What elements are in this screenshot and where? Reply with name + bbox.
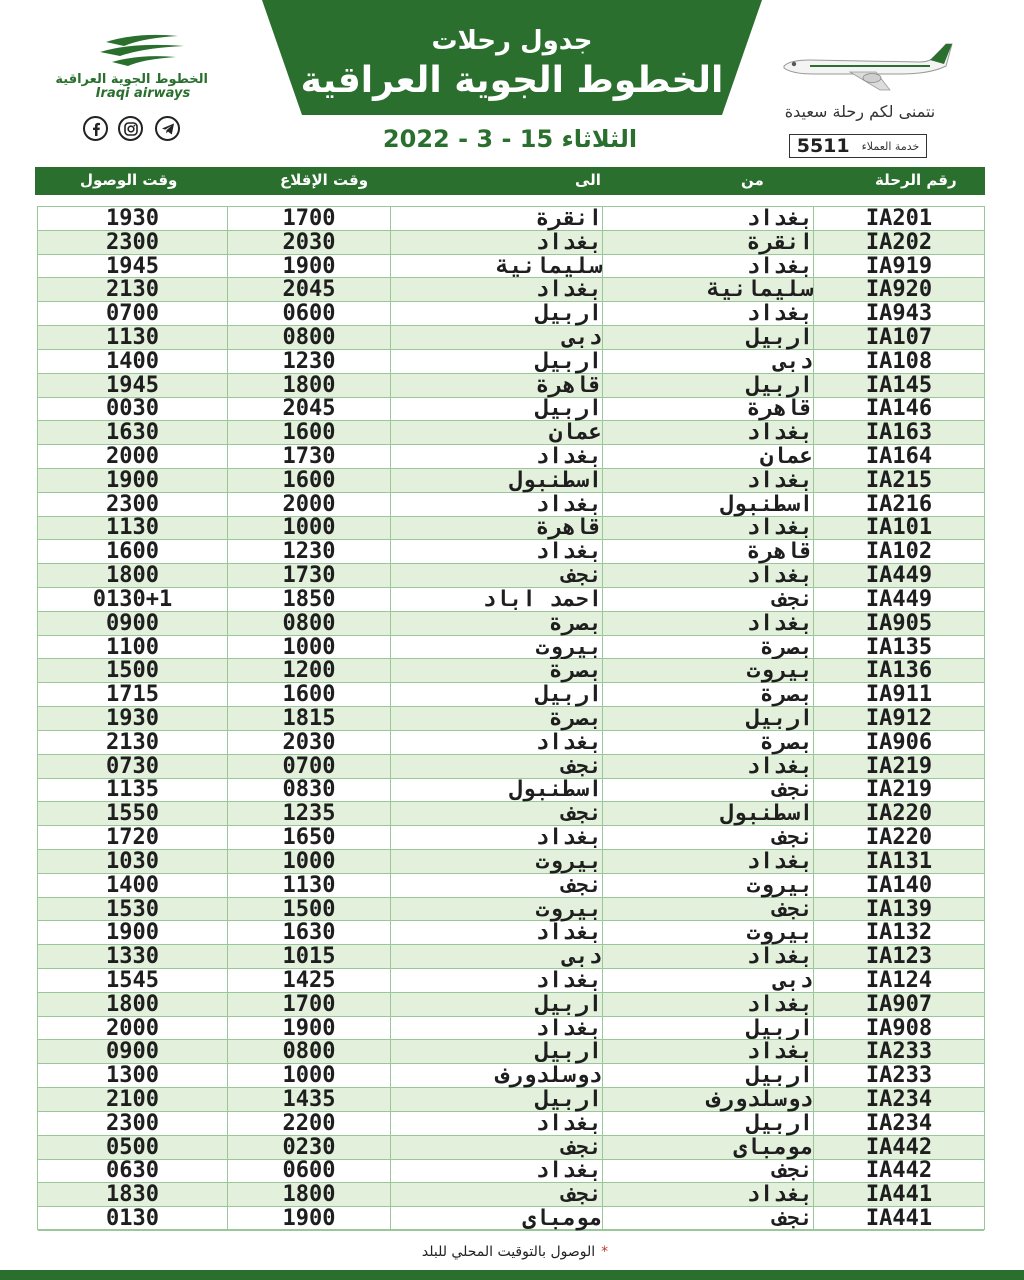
flight-number: IA912 [814, 707, 984, 731]
origin: نجف [603, 826, 814, 850]
destination: بغداد [391, 278, 603, 302]
flight-number: IA164 [814, 445, 984, 469]
departure-time: 0600 [228, 302, 391, 326]
flight-number: IA215 [814, 469, 984, 493]
flight-number: IA140 [814, 874, 984, 898]
destination: بصرة [391, 659, 603, 683]
flight-number: IA201 [814, 207, 984, 231]
destination: دوسلدورف [391, 1064, 603, 1088]
flight-number: IA920 [814, 278, 984, 302]
destination: بغداد [391, 540, 603, 564]
flight-number: IA131 [814, 850, 984, 874]
destination: اربيل [391, 1040, 603, 1064]
table-row [38, 231, 984, 255]
destination: دبى [391, 945, 603, 969]
flight-number: IA123 [814, 945, 984, 969]
flight-number: IA442 [814, 1160, 984, 1184]
flight-number: IA124 [814, 969, 984, 993]
origin: بغداد [603, 564, 814, 588]
arrival-time: 1550 [38, 802, 228, 826]
destination: بغداد [391, 1160, 603, 1184]
departure-time: 1700 [228, 993, 391, 1017]
arrival-time: 1300 [38, 1064, 228, 1088]
table-row [38, 255, 984, 279]
arrival-time: 1945 [38, 255, 228, 279]
flight-number: IA219 [814, 779, 984, 803]
table-row [38, 731, 984, 755]
arrival-time: 2130 [38, 278, 228, 302]
flight-number: IA108 [814, 350, 984, 374]
origin: بيروت [603, 921, 814, 945]
table-row [38, 874, 984, 898]
telegram-icon[interactable] [155, 116, 180, 141]
departure-time: 1130 [228, 874, 391, 898]
table-row [38, 707, 984, 731]
arrival-time: 1600 [38, 540, 228, 564]
destination: نجف [391, 802, 603, 826]
destination: اربيل [391, 302, 603, 326]
destination: بيروت [391, 636, 603, 660]
arrival-time: 1945 [38, 374, 228, 398]
customer-service-box [789, 134, 927, 158]
origin: بيروت [603, 659, 814, 683]
origin: بغداد [603, 945, 814, 969]
arrival-time: 1630 [38, 421, 228, 445]
origin: بغداد [603, 517, 814, 541]
arrival-time: 1100 [38, 636, 228, 660]
destination: نجف [391, 874, 603, 898]
arrival-time: 0500 [38, 1136, 228, 1160]
table-row [38, 1207, 984, 1231]
origin: اسطنبول [603, 802, 814, 826]
departure-time: 1600 [228, 421, 391, 445]
table-row [38, 1112, 984, 1136]
origin: دبى [603, 350, 814, 374]
destination: نجف [391, 564, 603, 588]
origin: بغداد [603, 1040, 814, 1064]
bottom-bar [0, 1270, 1024, 1280]
flight-number: IA139 [814, 898, 984, 922]
origin: اسطنبول [603, 493, 814, 517]
departure-time: 2030 [228, 231, 391, 255]
table-row [38, 1017, 984, 1041]
header-from: من [741, 171, 764, 189]
destination: بغداد [391, 969, 603, 993]
departure-time: 1200 [228, 659, 391, 683]
destination: قاهرة [391, 374, 603, 398]
origin: بغداد [603, 255, 814, 279]
arrival-time: 1930 [38, 707, 228, 731]
destination: اربيل [391, 993, 603, 1017]
table-row [38, 326, 984, 350]
destination: بغداد [391, 921, 603, 945]
flight-number: IA441 [814, 1183, 984, 1207]
table-row [38, 1183, 984, 1207]
destination: بغداد [391, 1017, 603, 1041]
destination: بصرة [391, 707, 603, 731]
bird-logo-icon [98, 30, 188, 72]
destination: نجف [391, 1136, 603, 1160]
arrival-time: 2300 [38, 231, 228, 255]
destination: بغداد [391, 445, 603, 469]
table-row [38, 850, 984, 874]
airplane-icon [780, 42, 960, 98]
origin: نجف [603, 898, 814, 922]
arrival-time: 2130 [38, 731, 228, 755]
arrival-time: 1545 [38, 969, 228, 993]
origin: بغداد [603, 755, 814, 779]
table-row [38, 826, 984, 850]
arrival-time: 2300 [38, 1112, 228, 1136]
departure-time: 1000 [228, 850, 391, 874]
destination: انقرة [391, 207, 603, 231]
origin: نجف [603, 588, 814, 612]
header-flight: رقم الرحلة [875, 171, 957, 189]
departure-time: 1000 [228, 1064, 391, 1088]
flight-table [37, 206, 985, 1230]
destination: بغداد [391, 493, 603, 517]
origin: اربيل [603, 326, 814, 350]
departure-time: 1900 [228, 255, 391, 279]
arrival-time: 1030 [38, 850, 228, 874]
table-row [38, 207, 984, 231]
destination: احمد اباد [391, 588, 603, 612]
flight-number: IA219 [814, 755, 984, 779]
flight-number: IA449 [814, 588, 984, 612]
departure-time: 1230 [228, 540, 391, 564]
flight-number: IA220 [814, 802, 984, 826]
flight-number: IA943 [814, 302, 984, 326]
arrival-time: 2000 [38, 1017, 228, 1041]
origin: بغداد [603, 993, 814, 1017]
departure-time: 1425 [228, 969, 391, 993]
origin: بغداد [603, 302, 814, 326]
departure-time: 1435 [228, 1088, 391, 1112]
origin: بيروت [603, 874, 814, 898]
destination: نجف [391, 755, 603, 779]
header-departure: وقت الإقلاع [280, 171, 369, 189]
table-row [38, 493, 984, 517]
origin: نجف [603, 1207, 814, 1231]
departure-time: 1600 [228, 469, 391, 493]
destination: بيروت [391, 850, 603, 874]
flight-number: IA919 [814, 255, 984, 279]
instagram-icon[interactable] [118, 116, 143, 141]
departure-time: 1850 [228, 588, 391, 612]
table-row [38, 421, 984, 445]
flight-number: IA234 [814, 1112, 984, 1136]
departure-time: 1650 [228, 826, 391, 850]
departure-time: 0800 [228, 612, 391, 636]
destination: اربيل [391, 1088, 603, 1112]
table-row [38, 588, 984, 612]
table-row [38, 1064, 984, 1088]
origin: عمان [603, 445, 814, 469]
destination: سليمانية [391, 255, 603, 279]
arrival-time: 1900 [38, 921, 228, 945]
table-row [38, 969, 984, 993]
flight-number: IA906 [814, 731, 984, 755]
customer-service-label: خدمة العملاء [861, 139, 920, 153]
origin: بغداد [603, 207, 814, 231]
arrival-time: 1400 [38, 350, 228, 374]
origin: مومباى [603, 1136, 814, 1160]
departure-time: 1900 [228, 1017, 391, 1041]
origin: قاهرة [603, 540, 814, 564]
departure-time: 0230 [228, 1136, 391, 1160]
departure-time: 0830 [228, 779, 391, 803]
arrival-time: 1330 [38, 945, 228, 969]
flight-number: IA908 [814, 1017, 984, 1041]
arrival-time: 1130 [38, 517, 228, 541]
departure-time: 1900 [228, 1207, 391, 1231]
arrival-time: 0130 [38, 1207, 228, 1231]
banner-subtitle: جدول رحلات [431, 26, 593, 56]
arrival-time: 1720 [38, 826, 228, 850]
iraqi-airways-logo [55, 30, 208, 101]
flight-number: IA441 [814, 1207, 984, 1231]
asterisk-icon: * [601, 1244, 609, 1260]
table-row [38, 564, 984, 588]
arrival-time: 0030 [38, 398, 228, 422]
departure-time: 1500 [228, 898, 391, 922]
flight-number: IA905 [814, 612, 984, 636]
departure-time: 1015 [228, 945, 391, 969]
arrival-time: 0700 [38, 302, 228, 326]
arrival-time: 0130+1 [38, 588, 228, 612]
table-row [38, 683, 984, 707]
table-row [38, 612, 984, 636]
flight-number: IA132 [814, 921, 984, 945]
destination: عمان [391, 421, 603, 445]
departure-time: 2000 [228, 493, 391, 517]
flight-number: IA234 [814, 1088, 984, 1112]
header-arrival: وقت الوصول [80, 171, 178, 189]
footnote-text: الوصول بالتوقيت المحلي للبلد [421, 1244, 596, 1260]
table-row [38, 469, 984, 493]
destination: قاهرة [391, 517, 603, 541]
departure-time: 2045 [228, 398, 391, 422]
departure-time: 0800 [228, 326, 391, 350]
arrival-time: 2100 [38, 1088, 228, 1112]
departure-time: 1230 [228, 350, 391, 374]
origin: نجف [603, 1160, 814, 1184]
tagline: نتمنى لكم رحلة سعيدة [784, 102, 936, 121]
destination: بغداد [391, 826, 603, 850]
facebook-icon[interactable] [83, 116, 108, 141]
origin: بغداد [603, 1183, 814, 1207]
arrival-time: 1500 [38, 659, 228, 683]
departure-time: 1730 [228, 445, 391, 469]
table-row [38, 398, 984, 422]
origin: بغداد [603, 850, 814, 874]
arrival-time: 1135 [38, 779, 228, 803]
arrival-time: 0730 [38, 755, 228, 779]
arrival-time: 1130 [38, 326, 228, 350]
origin: سليمانية [603, 278, 814, 302]
arrival-time: 1530 [38, 898, 228, 922]
departure-time: 2030 [228, 731, 391, 755]
destination: اربيل [391, 683, 603, 707]
table-row [38, 517, 984, 541]
flight-number: IA145 [814, 374, 984, 398]
departure-time: 0800 [228, 1040, 391, 1064]
departure-time: 1235 [228, 802, 391, 826]
destination: بغداد [391, 1112, 603, 1136]
origin: بغداد [603, 612, 814, 636]
flight-number: IA911 [814, 683, 984, 707]
schedule-date: الثلاثاء 15 - 3 - 2022 [382, 125, 638, 153]
departure-time: 1630 [228, 921, 391, 945]
destination: دبى [391, 326, 603, 350]
origin: قاهرة [603, 398, 814, 422]
flight-number: IA220 [814, 826, 984, 850]
arrival-time: 1400 [38, 874, 228, 898]
arrival-time: 2000 [38, 445, 228, 469]
header-to: الى [575, 171, 601, 189]
origin: اربيل [603, 1064, 814, 1088]
departure-time: 2045 [228, 278, 391, 302]
destination: اربيل [391, 350, 603, 374]
flight-number: IA107 [814, 326, 984, 350]
table-row [38, 921, 984, 945]
origin: اربيل [603, 374, 814, 398]
logo-arabic-text: الخطوط الجوية العراقية [55, 72, 208, 87]
origin: اربيل [603, 1112, 814, 1136]
table-row [38, 993, 984, 1017]
destination: بيروت [391, 898, 603, 922]
origin: بصرة [603, 636, 814, 660]
origin: بصرة [603, 683, 814, 707]
arrival-time: 1830 [38, 1183, 228, 1207]
destination: اسطنبول [391, 779, 603, 803]
flight-number: IA233 [814, 1040, 984, 1064]
flight-number: IA163 [814, 421, 984, 445]
arrival-time: 0900 [38, 1040, 228, 1064]
arrival-time: 0900 [38, 612, 228, 636]
table-row [38, 779, 984, 803]
origin: انقرة [603, 231, 814, 255]
destination: بغداد [391, 731, 603, 755]
arrival-time: 1800 [38, 564, 228, 588]
table-row [38, 1160, 984, 1184]
departure-time: 1815 [228, 707, 391, 731]
flight-number: IA136 [814, 659, 984, 683]
table-row [38, 1040, 984, 1064]
flight-number: IA216 [814, 493, 984, 517]
departure-time: 1730 [228, 564, 391, 588]
departure-time: 1800 [228, 374, 391, 398]
origin: اربيل [603, 707, 814, 731]
arrival-time: 2300 [38, 493, 228, 517]
footnote [380, 1244, 650, 1260]
arrival-time: 1900 [38, 469, 228, 493]
departure-time: 1800 [228, 1183, 391, 1207]
arrival-time: 1930 [38, 207, 228, 231]
origin: اربيل [603, 1017, 814, 1041]
departure-time: 1000 [228, 517, 391, 541]
table-row [38, 350, 984, 374]
table-row [38, 374, 984, 398]
flight-number: IA907 [814, 993, 984, 1017]
destination: اسطنبول [391, 469, 603, 493]
flight-number: IA102 [814, 540, 984, 564]
table-row [38, 1088, 984, 1112]
origin: بغداد [603, 469, 814, 493]
table-header [35, 167, 985, 195]
banner-title: الخطوط الجوية العراقية [300, 60, 724, 101]
table-row [38, 302, 984, 326]
customer-service-number: 5511 [796, 135, 850, 157]
destination: بصرة [391, 612, 603, 636]
arrival-time: 1800 [38, 993, 228, 1017]
departure-time: 1600 [228, 683, 391, 707]
flight-number: IA442 [814, 1136, 984, 1160]
table-row [38, 659, 984, 683]
table-row [38, 802, 984, 826]
table-row [38, 945, 984, 969]
arrival-time: 0630 [38, 1160, 228, 1184]
table-row [38, 898, 984, 922]
destination: نجف [391, 1183, 603, 1207]
table-row [38, 755, 984, 779]
arrival-time: 1715 [38, 683, 228, 707]
departure-time: 0700 [228, 755, 391, 779]
table-row [38, 445, 984, 469]
origin: دبى [603, 969, 814, 993]
origin: بغداد [603, 421, 814, 445]
departure-time: 0600 [228, 1160, 391, 1184]
departure-time: 1000 [228, 636, 391, 660]
table-row [38, 636, 984, 660]
departure-time: 2200 [228, 1112, 391, 1136]
departure-time: 1700 [228, 207, 391, 231]
destination: بغداد [391, 231, 603, 255]
flight-number: IA101 [814, 517, 984, 541]
flight-number: IA202 [814, 231, 984, 255]
origin: دوسلدورف [603, 1088, 814, 1112]
logo-english-text: Iraqi airways [95, 86, 191, 101]
flight-number: IA233 [814, 1064, 984, 1088]
table-row [38, 1136, 984, 1160]
destination: اربيل [391, 398, 603, 422]
flight-number: IA135 [814, 636, 984, 660]
origin: بصرة [603, 731, 814, 755]
destination: مومباى [391, 1207, 603, 1231]
flight-number: IA449 [814, 564, 984, 588]
origin: نجف [603, 779, 814, 803]
flight-number: IA146 [814, 398, 984, 422]
table-row [38, 540, 984, 564]
table-row [38, 278, 984, 302]
